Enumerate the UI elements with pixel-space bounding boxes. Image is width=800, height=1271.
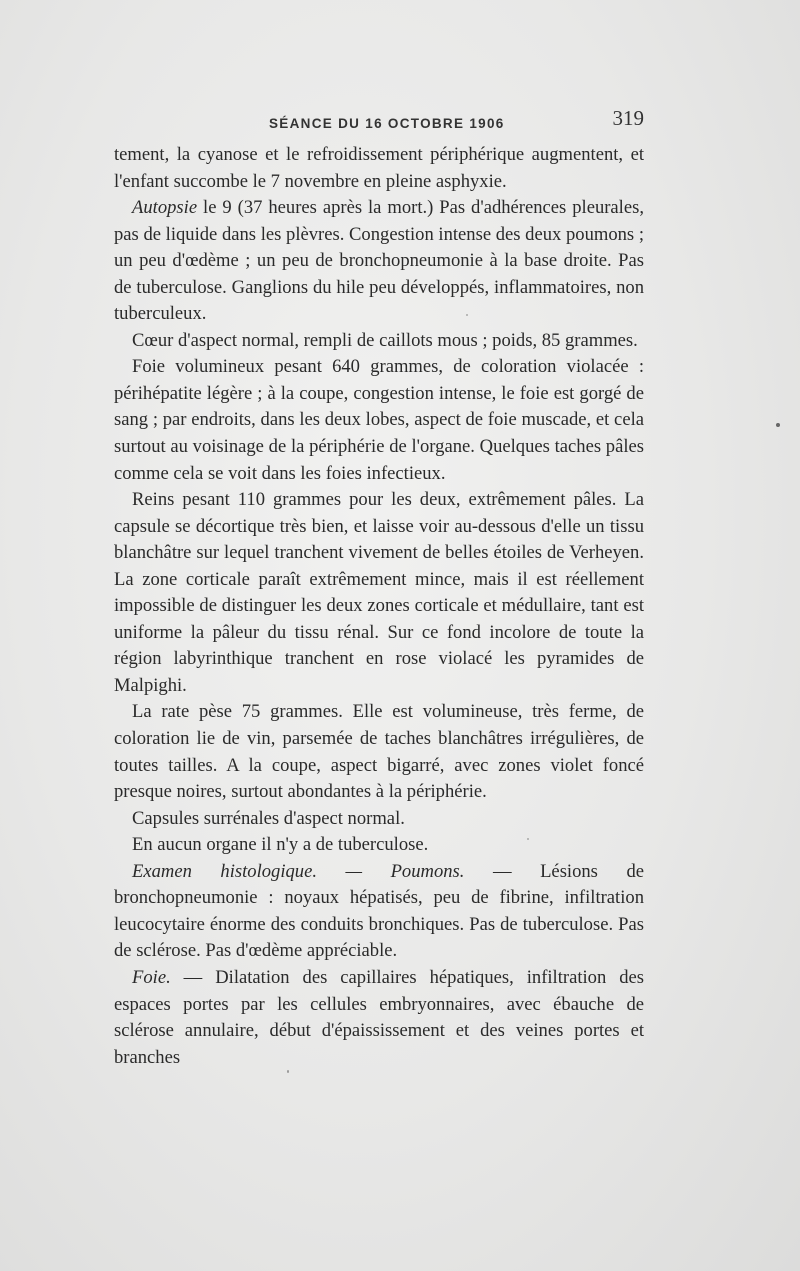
paragraph-capsules: Capsules surrénales d'aspect normal. (132, 807, 405, 829)
paragraph-examen-histologique (114, 859, 644, 965)
autopsie-text: le 9 (37 heures après la mort.) Pas d'adhérences pleurales, pas de liquide dans les plèvres. Congestion intense des deux poumons ; un peu d'œdème ; un peu de bronchopneumonie à la base droite. Pas de tuberculose. Ganglions du hile peu développés, inflammatoires, non tuberculeux. (114, 197, 644, 325)
body-text (114, 142, 644, 1071)
foie-histologie-text: — Dilatation des capillaires hépatiques, infiltration des espaces portes par les cellules embryonnaires, avec ébauche de sclérose annulaire, début d'épaississement et des veines portes et branches (114, 966, 644, 1068)
paper-speck (466, 314, 468, 316)
paragraph-reins: Reins pesant 110 grammes pour les deux, extrêmement pâles. La capsule se décortique très bien, et laisse voir au-dessous d'elle un tissu blanchâtre sur lequel tranchent vivement de belles étoiles de Verheyen. La zone corticale paraît extrêmement mince, mais il est réellement impossible de distinguer les deux zones corticale et médullaire, tant est uniforme la pâleur du tissu rénal. Sur ce fond incolore de toute la région labyrinthique tranchent en rose violacé les pyramides de Malpighi. (114, 489, 644, 696)
paragraph-tuberculose: En aucun organe il n'y a de tuberculose. (132, 834, 429, 856)
paragraph-foie: Foie volumineux pesant 640 grammes, de coloration violacée : périhépatite légère ; à la coupe, congestion intense, le foie est gorgé de sang ; par endroits, dans les deux lobes, aspect de foie muscade, et cela surtout au voisinage de la périphérie de l'organe. Quelques taches pâles comme cela se voit dans les foies infectieux. (114, 356, 644, 484)
paragraph-autopsie (114, 195, 644, 328)
paper-speck (527, 838, 529, 840)
page-number: 319 (612, 106, 644, 130)
foie-heading: Foie. (132, 966, 171, 988)
examen-heading: Examen histologique. — Poumons. (132, 860, 465, 882)
paper-speck (776, 423, 780, 427)
paragraph-rate: La rate pèse 75 grammes. Elle est volumineuse, très ferme, de coloration lie de vin, parsemée de taches blanchâtres irrégulières, de toutes tailles. A la coupe, aspect bigarré, avec zones violet foncé presque noires, surtout abondantes à la périphérie. (114, 701, 644, 803)
examen-text: — Lésions de bronchopneumonie : noyaux hépatisés, peu de fibrine, infiltration leucocytaire énorme des conduits bronchiques. Pas de tuberculose. Pas de sclérose. Pas d'œdème appréciable. (114, 860, 644, 962)
running-title: SÉANCE DU 16 OCTOBRE 1906 (269, 116, 505, 131)
autopsie-heading: Autopsie (132, 197, 198, 219)
paper-speck (287, 1070, 289, 1073)
paragraph-coeur: Cœur d'aspect normal, rempli de caillots mous ; poids, 85 grammes. (132, 329, 638, 351)
page-header (114, 106, 644, 136)
paragraph-continuation: tement, la cyanose et le refroidissement périphérique augmentent, et l'enfant succombe le 7 novembre en pleine asphyxie. (114, 144, 644, 192)
paragraph-foie-histologie (114, 965, 644, 1071)
